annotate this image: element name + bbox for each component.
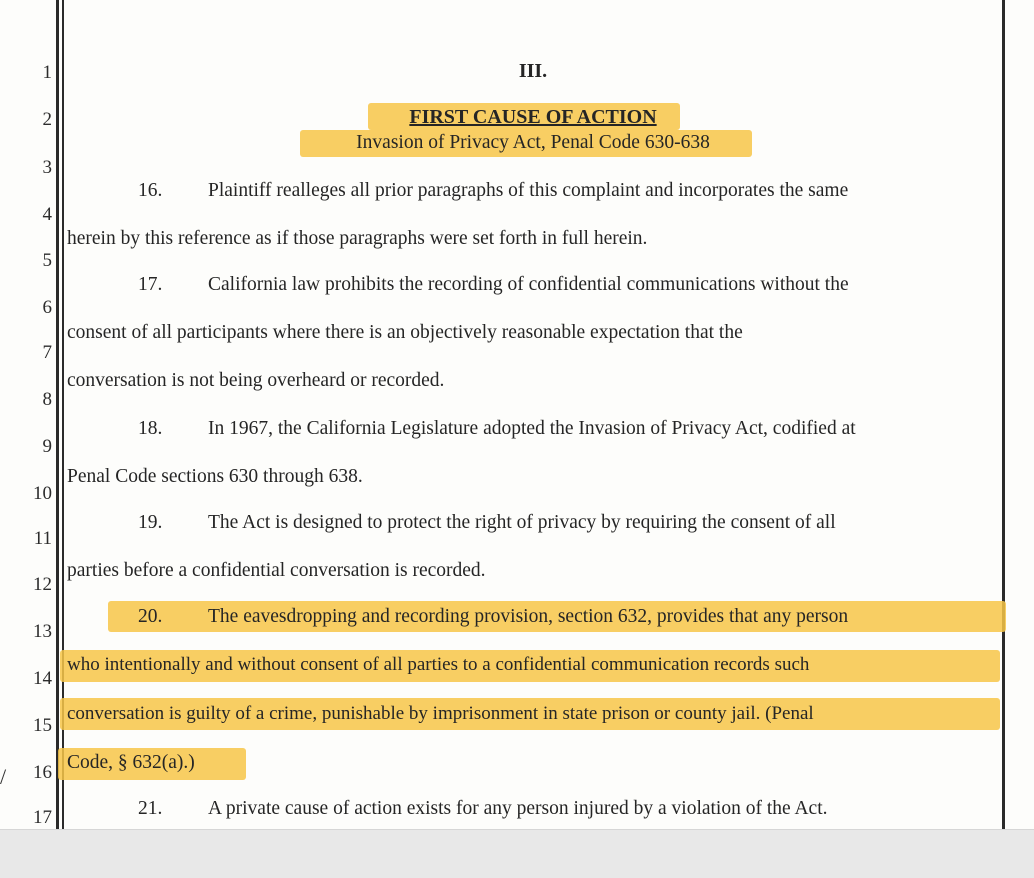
paragraph-number: 18.	[138, 418, 163, 439]
line-number: 8	[42, 389, 52, 410]
margin-tick-icon: /	[0, 764, 7, 789]
section-title: FIRST CAUSE OF ACTION	[409, 106, 657, 128]
line-number: 12	[33, 574, 52, 595]
paragraph-19-line-1: 19. The Act is designed to protect the right of privacy by requiring the consent of all	[138, 512, 836, 533]
paragraph-number: 21.	[138, 798, 163, 819]
paragraph-number: 19.	[138, 512, 163, 533]
line-number: 11	[33, 528, 52, 549]
paragraph-20-line-3: conversation is guilty of a crime, punishable by imprisonment in state prison or county jail. (Penal	[67, 703, 814, 724]
paragraph-19-line-2: parties before a confidential conversation is recorded.	[67, 560, 486, 581]
paragraph-17-line-2: consent of all participants where there is an objectively reasonable expectation that the	[67, 322, 743, 343]
line-number: 4	[42, 204, 52, 225]
paragraph-18-line-1: 18. In 1967, the California Legislature adopted the Invasion of Privacy Act, codified at	[138, 418, 856, 439]
section-number: III.	[518, 60, 548, 82]
bottom-bar	[0, 829, 1034, 878]
paragraph-18-line-2: Penal Code sections 630 through 638.	[67, 466, 363, 487]
line-number: 1	[42, 62, 52, 83]
line-number: 5	[42, 250, 52, 271]
line-number: 2	[42, 109, 52, 130]
paragraph-number: 17.	[138, 274, 163, 295]
line-number: 14	[33, 668, 52, 689]
paragraph-20-line-4: Code, § 632(a).)	[67, 752, 195, 773]
line-number: 16	[33, 762, 52, 783]
paragraph-16-line-2: herein by this reference as if those paragraphs were set forth in full herein.	[67, 228, 648, 249]
line-number: 15	[33, 715, 52, 736]
paragraph-number: 20.	[138, 606, 163, 627]
line-number: 10	[33, 483, 52, 504]
paragraph-20-line-1: 20. The eavesdropping and recording provision, section 632, provides that any person	[138, 606, 849, 627]
line-number: 7	[42, 342, 52, 363]
paragraph-21-line-1: 21. A private cause of action exists for any person injured by a violation of the Act.	[138, 798, 828, 819]
right-margin-rule	[1002, 0, 1005, 830]
paragraph-17-line-1: 17. California law prohibits the recording of confidential communications without the	[138, 274, 849, 295]
paragraph-number: 16.	[138, 180, 163, 201]
paragraph-20-line-2: who intentionally and without consent of all parties to a confidential communication records such	[67, 654, 810, 675]
line-number: 3	[42, 157, 52, 178]
line-number: 6	[42, 297, 52, 318]
section-subtitle: Invasion of Privacy Act, Penal Code 630-638	[356, 132, 710, 153]
paragraph-16-line-1: 16. Plaintiff realleges all prior paragraphs of this complaint and incorporates the same	[138, 180, 849, 201]
paragraph-17-line-3: conversation is not being overheard or recorded.	[67, 370, 445, 391]
line-number: 13	[33, 621, 52, 642]
line-number: 9	[42, 436, 52, 457]
left-margin-rule	[56, 0, 59, 830]
line-number: 17	[33, 807, 52, 828]
